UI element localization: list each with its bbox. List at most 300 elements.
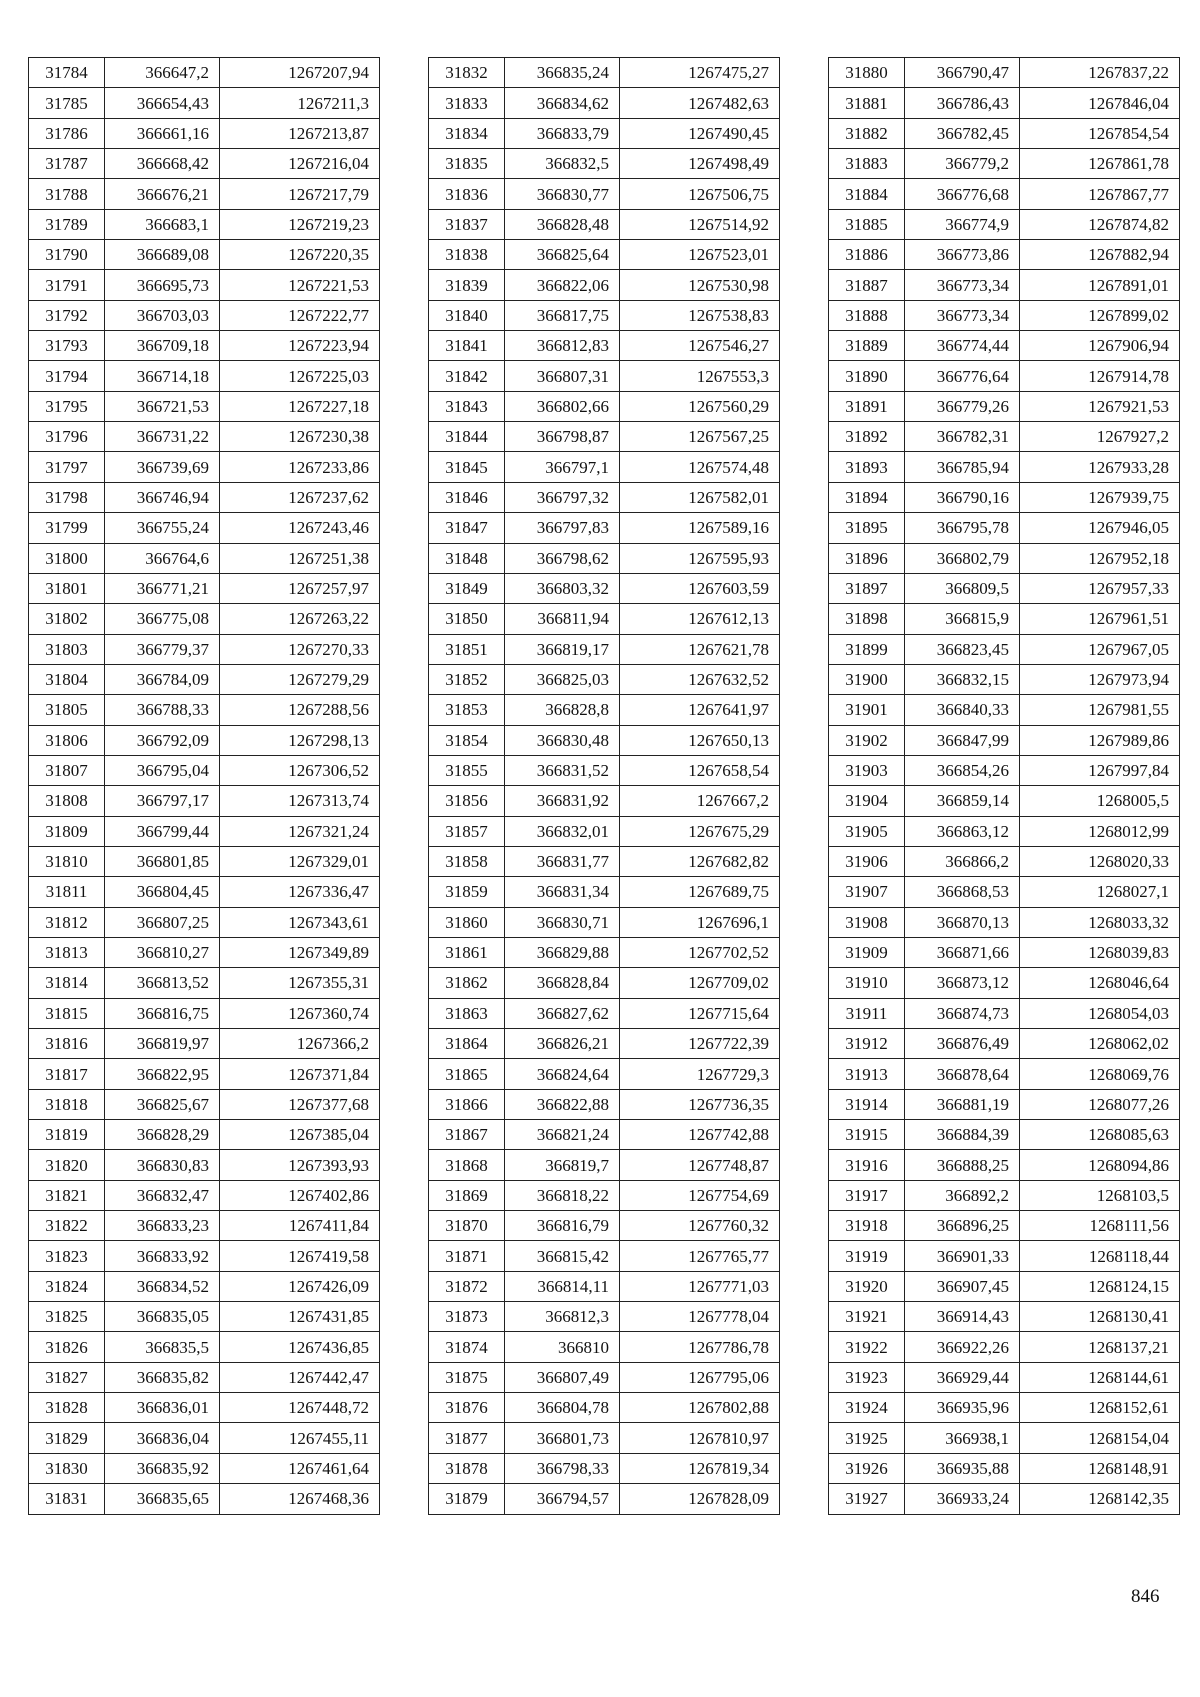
table-row [429, 209, 780, 239]
point-id-cell: 31829 [29, 1423, 105, 1453]
point-id-cell: 31819 [29, 1120, 105, 1150]
point-id-cell: 31800 [29, 543, 105, 573]
x-coordinate-cell: 366819,7 [505, 1150, 620, 1180]
table-row [29, 664, 380, 694]
x-coordinate-cell: 366797,83 [505, 513, 620, 543]
table-row [829, 1332, 1180, 1362]
x-coordinate-cell: 366831,34 [505, 877, 620, 907]
x-coordinate-cell: 366829,88 [505, 937, 620, 967]
y-coordinate-cell: 1267230,38 [220, 422, 380, 452]
x-coordinate-cell: 366830,77 [505, 179, 620, 209]
table-row [429, 755, 780, 785]
x-coordinate-cell: 366834,62 [505, 88, 620, 118]
table-row [829, 604, 1180, 634]
table-row [829, 968, 1180, 998]
table-row [29, 1029, 380, 1059]
x-coordinate-cell: 366874,73 [905, 998, 1020, 1028]
y-coordinate-cell: 1267482,63 [620, 88, 780, 118]
point-id-cell: 31912 [829, 1029, 905, 1059]
table-row [429, 270, 780, 300]
x-coordinate-cell: 366835,5 [105, 1332, 220, 1362]
y-coordinate-cell: 1268111,56 [1020, 1211, 1180, 1241]
point-id-cell: 31786 [29, 118, 105, 148]
y-coordinate-cell: 1267802,88 [620, 1393, 780, 1423]
table-row [29, 725, 380, 755]
y-coordinate-cell: 1268154,04 [1020, 1423, 1180, 1453]
y-coordinate-cell: 1267595,93 [620, 543, 780, 573]
y-coordinate-cell: 1267882,94 [1020, 240, 1180, 270]
y-coordinate-cell: 1267981,55 [1020, 695, 1180, 725]
y-coordinate-cell: 1267874,82 [1020, 209, 1180, 239]
x-coordinate-cell: 366831,77 [505, 846, 620, 876]
x-coordinate-cell: 366901,33 [905, 1241, 1020, 1271]
x-coordinate-cell: 366833,92 [105, 1241, 220, 1271]
x-coordinate-cell: 366771,21 [105, 573, 220, 603]
y-coordinate-cell: 1267589,16 [620, 513, 780, 543]
table-row [29, 118, 380, 148]
y-coordinate-cell: 1267431,85 [220, 1302, 380, 1332]
point-id-cell: 31908 [829, 907, 905, 937]
y-coordinate-cell: 1267321,24 [220, 816, 380, 846]
y-coordinate-cell: 1267765,77 [620, 1241, 780, 1271]
point-id-cell: 31862 [429, 968, 505, 998]
y-coordinate-cell: 1267837,22 [1020, 58, 1180, 88]
table-row [29, 695, 380, 725]
x-coordinate-cell: 366840,33 [905, 695, 1020, 725]
x-coordinate-cell: 366830,71 [505, 907, 620, 937]
x-coordinate-cell: 366810,27 [105, 937, 220, 967]
point-id-cell: 31844 [429, 422, 505, 452]
y-coordinate-cell: 1268085,63 [1020, 1120, 1180, 1150]
table-row [829, 664, 1180, 694]
y-coordinate-cell: 1267867,77 [1020, 179, 1180, 209]
point-id-cell: 31881 [829, 88, 905, 118]
point-id-cell: 31864 [429, 1029, 505, 1059]
point-id-cell: 31853 [429, 695, 505, 725]
table-row [829, 1089, 1180, 1119]
x-coordinate-cell: 366828,48 [505, 209, 620, 239]
y-coordinate-cell: 1267899,02 [1020, 300, 1180, 330]
table-row [29, 634, 380, 664]
point-id-cell: 31806 [29, 725, 105, 755]
table-row [829, 1302, 1180, 1332]
x-coordinate-cell: 366824,64 [505, 1059, 620, 1089]
x-coordinate-cell: 366807,25 [105, 907, 220, 937]
x-coordinate-cell: 366822,06 [505, 270, 620, 300]
table-row [429, 543, 780, 573]
y-coordinate-cell: 1267219,23 [220, 209, 380, 239]
x-coordinate-cell: 366797,17 [105, 786, 220, 816]
table-row [829, 877, 1180, 907]
point-id-cell: 31840 [429, 300, 505, 330]
table-row [829, 1150, 1180, 1180]
point-id-cell: 31900 [829, 664, 905, 694]
x-coordinate-cell: 366812,83 [505, 331, 620, 361]
y-coordinate-cell: 1267270,33 [220, 634, 380, 664]
y-coordinate-cell: 1268005,5 [1020, 786, 1180, 816]
y-coordinate-cell: 1267514,92 [620, 209, 780, 239]
table-row [29, 1423, 380, 1453]
point-id-cell: 31877 [429, 1423, 505, 1453]
point-id-cell: 31827 [29, 1362, 105, 1392]
x-coordinate-cell: 366825,03 [505, 664, 620, 694]
table-row [429, 1271, 780, 1301]
y-coordinate-cell: 1267251,38 [220, 543, 380, 573]
y-coordinate-cell: 1267667,2 [620, 786, 780, 816]
table-row [829, 331, 1180, 361]
y-coordinate-cell: 1267530,98 [620, 270, 780, 300]
table-row [29, 361, 380, 391]
point-id-cell: 31794 [29, 361, 105, 391]
point-id-cell: 31893 [829, 452, 905, 482]
y-coordinate-cell: 1268142,35 [1020, 1484, 1180, 1514]
point-id-cell: 31787 [29, 149, 105, 179]
x-coordinate-cell: 366828,29 [105, 1120, 220, 1150]
x-coordinate-cell: 366782,45 [905, 118, 1020, 148]
y-coordinate-cell: 1267760,32 [620, 1211, 780, 1241]
point-id-cell: 31790 [29, 240, 105, 270]
point-id-cell: 31843 [429, 391, 505, 421]
point-id-cell: 31848 [429, 543, 505, 573]
point-id-cell: 31849 [429, 573, 505, 603]
x-coordinate-cell: 366797,32 [505, 482, 620, 512]
y-coordinate-cell: 1267377,68 [220, 1089, 380, 1119]
x-coordinate-cell: 366938,1 [905, 1423, 1020, 1453]
x-coordinate-cell: 366695,73 [105, 270, 220, 300]
point-id-cell: 31880 [829, 58, 905, 88]
y-coordinate-cell: 1267939,75 [1020, 482, 1180, 512]
y-coordinate-cell: 1267891,01 [1020, 270, 1180, 300]
y-coordinate-cell: 1267603,59 [620, 573, 780, 603]
table-row [829, 543, 1180, 573]
point-id-cell: 31897 [829, 573, 905, 603]
x-coordinate-cell: 366866,2 [905, 846, 1020, 876]
x-coordinate-cell: 366810 [505, 1332, 620, 1362]
point-id-cell: 31878 [429, 1453, 505, 1483]
x-coordinate-cell: 366797,1 [505, 452, 620, 482]
x-coordinate-cell: 366755,24 [105, 513, 220, 543]
table-row [429, 1059, 780, 1089]
x-coordinate-cell: 366779,37 [105, 634, 220, 664]
y-coordinate-cell: 1267233,86 [220, 452, 380, 482]
point-id-cell: 31846 [429, 482, 505, 512]
x-coordinate-cell: 366795,04 [105, 755, 220, 785]
x-coordinate-cell: 366774,9 [905, 209, 1020, 239]
y-coordinate-cell: 1267220,35 [220, 240, 380, 270]
point-id-cell: 31905 [829, 816, 905, 846]
x-coordinate-cell: 366819,97 [105, 1029, 220, 1059]
y-coordinate-cell: 1267490,45 [620, 118, 780, 148]
point-id-cell: 31907 [829, 877, 905, 907]
point-id-cell: 31835 [429, 149, 505, 179]
x-coordinate-cell: 366784,09 [105, 664, 220, 694]
x-coordinate-cell: 366933,24 [905, 1484, 1020, 1514]
y-coordinate-cell: 1267461,64 [220, 1453, 380, 1483]
point-id-cell: 31826 [29, 1332, 105, 1362]
table-row [29, 1241, 380, 1271]
point-id-cell: 31831 [29, 1484, 105, 1514]
x-coordinate-cell: 366774,44 [905, 331, 1020, 361]
y-coordinate-cell: 1267696,1 [620, 907, 780, 937]
table-row [429, 634, 780, 664]
table-row [829, 452, 1180, 482]
table-row [29, 1180, 380, 1210]
table-row [429, 179, 780, 209]
x-coordinate-cell: 366831,52 [505, 755, 620, 785]
x-coordinate-cell: 366881,19 [905, 1089, 1020, 1119]
y-coordinate-cell: 1267411,84 [220, 1211, 380, 1241]
table-row [829, 937, 1180, 967]
table-row [429, 513, 780, 543]
point-id-cell: 31909 [829, 937, 905, 967]
table-row [829, 240, 1180, 270]
point-id-cell: 31808 [29, 786, 105, 816]
point-id-cell: 31815 [29, 998, 105, 1028]
table-row [29, 1150, 380, 1180]
point-id-cell: 31861 [429, 937, 505, 967]
y-coordinate-cell: 1267854,54 [1020, 118, 1180, 148]
table-row [429, 937, 780, 967]
x-coordinate-cell: 366814,11 [505, 1271, 620, 1301]
y-coordinate-cell: 1268027,1 [1020, 877, 1180, 907]
y-coordinate-cell: 1268148,91 [1020, 1453, 1180, 1483]
coordinate-table-2 [428, 57, 780, 1515]
x-coordinate-cell: 366739,69 [105, 452, 220, 482]
table-row [429, 58, 780, 88]
x-coordinate-cell: 366689,08 [105, 240, 220, 270]
table-row [829, 270, 1180, 300]
table-row [429, 149, 780, 179]
y-coordinate-cell: 1267621,78 [620, 634, 780, 664]
y-coordinate-cell: 1267722,39 [620, 1029, 780, 1059]
table-row [429, 1180, 780, 1210]
table-row [829, 634, 1180, 664]
x-coordinate-cell: 366801,73 [505, 1423, 620, 1453]
x-coordinate-cell: 366835,92 [105, 1453, 220, 1483]
point-id-cell: 31866 [429, 1089, 505, 1119]
y-coordinate-cell: 1267216,04 [220, 149, 380, 179]
x-coordinate-cell: 366776,68 [905, 179, 1020, 209]
y-coordinate-cell: 1267402,86 [220, 1180, 380, 1210]
point-id-cell: 31891 [829, 391, 905, 421]
point-id-cell: 31828 [29, 1393, 105, 1423]
table-row [29, 1484, 380, 1514]
point-id-cell: 31927 [829, 1484, 905, 1514]
table-row [429, 998, 780, 1028]
x-coordinate-cell: 366785,94 [905, 452, 1020, 482]
y-coordinate-cell: 1267729,3 [620, 1059, 780, 1089]
x-coordinate-cell: 366834,52 [105, 1271, 220, 1301]
point-id-cell: 31839 [429, 270, 505, 300]
table-row [429, 877, 780, 907]
x-coordinate-cell: 366884,39 [905, 1120, 1020, 1150]
x-coordinate-cell: 366833,23 [105, 1211, 220, 1241]
point-id-cell: 31798 [29, 482, 105, 512]
table-row [29, 937, 380, 967]
y-coordinate-cell: 1268137,21 [1020, 1332, 1180, 1362]
point-id-cell: 31818 [29, 1089, 105, 1119]
y-coordinate-cell: 1268054,03 [1020, 998, 1180, 1028]
table-row [29, 300, 380, 330]
table-row [829, 88, 1180, 118]
table-row [29, 88, 380, 118]
x-coordinate-cell: 366799,44 [105, 816, 220, 846]
point-id-cell: 31858 [429, 846, 505, 876]
table-row [429, 1423, 780, 1453]
table-row [29, 270, 380, 300]
x-coordinate-cell: 366888,25 [905, 1150, 1020, 1180]
x-coordinate-cell: 366832,5 [505, 149, 620, 179]
x-coordinate-cell: 366823,45 [905, 634, 1020, 664]
point-id-cell: 31855 [429, 755, 505, 785]
point-id-cell: 31919 [829, 1241, 905, 1271]
y-coordinate-cell: 1267279,29 [220, 664, 380, 694]
point-id-cell: 31860 [429, 907, 505, 937]
table-row [29, 543, 380, 573]
table-row [429, 1302, 780, 1332]
point-id-cell: 31910 [829, 968, 905, 998]
point-id-cell: 31805 [29, 695, 105, 725]
table-row [29, 1332, 380, 1362]
point-id-cell: 31834 [429, 118, 505, 148]
point-id-cell: 31823 [29, 1241, 105, 1271]
y-coordinate-cell: 1267682,82 [620, 846, 780, 876]
point-id-cell: 31850 [429, 604, 505, 634]
x-coordinate-cell: 366779,26 [905, 391, 1020, 421]
y-coordinate-cell: 1267298,13 [220, 725, 380, 755]
x-coordinate-cell: 366802,66 [505, 391, 620, 421]
x-coordinate-cell: 366854,26 [905, 755, 1020, 785]
table-row [29, 1089, 380, 1119]
table-row [29, 816, 380, 846]
point-id-cell: 31859 [429, 877, 505, 907]
y-coordinate-cell: 1267957,33 [1020, 573, 1180, 603]
point-id-cell: 31901 [829, 695, 905, 725]
y-coordinate-cell: 1267786,78 [620, 1332, 780, 1362]
x-coordinate-cell: 366832,47 [105, 1180, 220, 1210]
point-id-cell: 31925 [829, 1423, 905, 1453]
table-row [29, 846, 380, 876]
x-coordinate-cell: 366821,24 [505, 1120, 620, 1150]
table-row [829, 846, 1180, 876]
point-id-cell: 31824 [29, 1271, 105, 1301]
table-row [429, 482, 780, 512]
table-row [829, 1362, 1180, 1392]
table-row [829, 482, 1180, 512]
y-coordinate-cell: 1268033,32 [1020, 907, 1180, 937]
table-row [29, 1120, 380, 1150]
y-coordinate-cell: 1267426,09 [220, 1271, 380, 1301]
x-coordinate-cell: 366935,96 [905, 1393, 1020, 1423]
x-coordinate-cell: 366876,49 [905, 1029, 1020, 1059]
y-coordinate-cell: 1267213,87 [220, 118, 380, 148]
point-id-cell: 31817 [29, 1059, 105, 1089]
table-row [29, 968, 380, 998]
y-coordinate-cell: 1267237,62 [220, 482, 380, 512]
table-row [29, 573, 380, 603]
y-coordinate-cell: 1267641,97 [620, 695, 780, 725]
table-row [29, 604, 380, 634]
y-coordinate-cell: 1267754,69 [620, 1180, 780, 1210]
table-row [429, 1241, 780, 1271]
table-row [829, 725, 1180, 755]
table-row [829, 755, 1180, 785]
y-coordinate-cell: 1267632,52 [620, 664, 780, 694]
x-coordinate-cell: 366804,78 [505, 1393, 620, 1423]
y-coordinate-cell: 1267498,49 [620, 149, 780, 179]
y-coordinate-cell: 1267257,97 [220, 573, 380, 603]
x-coordinate-cell: 366811,94 [505, 604, 620, 634]
point-id-cell: 31922 [829, 1332, 905, 1362]
point-id-cell: 31836 [429, 179, 505, 209]
point-id-cell: 31892 [829, 422, 905, 452]
table-row [429, 695, 780, 725]
y-coordinate-cell: 1267442,47 [220, 1362, 380, 1392]
y-coordinate-cell: 1267306,52 [220, 755, 380, 785]
x-coordinate-cell: 366731,22 [105, 422, 220, 452]
y-coordinate-cell: 1268103,5 [1020, 1180, 1180, 1210]
table-row [429, 664, 780, 694]
x-coordinate-cell: 366830,48 [505, 725, 620, 755]
point-id-cell: 31903 [829, 755, 905, 785]
point-id-cell: 31801 [29, 573, 105, 603]
x-coordinate-cell: 366647,2 [105, 58, 220, 88]
table-row [829, 513, 1180, 543]
x-coordinate-cell: 366807,49 [505, 1362, 620, 1392]
x-coordinate-cell: 366668,42 [105, 149, 220, 179]
y-coordinate-cell: 1267243,46 [220, 513, 380, 543]
y-coordinate-cell: 1267709,02 [620, 968, 780, 998]
table-row [29, 58, 380, 88]
point-id-cell: 31896 [829, 543, 905, 573]
y-coordinate-cell: 1267914,78 [1020, 361, 1180, 391]
table-row [29, 1453, 380, 1483]
point-id-cell: 31803 [29, 634, 105, 664]
point-id-cell: 31825 [29, 1302, 105, 1332]
point-id-cell: 31813 [29, 937, 105, 967]
point-id-cell: 31851 [429, 634, 505, 664]
x-coordinate-cell: 366892,2 [905, 1180, 1020, 1210]
y-coordinate-cell: 1268124,15 [1020, 1271, 1180, 1301]
x-coordinate-cell: 366782,31 [905, 422, 1020, 452]
point-id-cell: 31883 [829, 149, 905, 179]
table-row [829, 149, 1180, 179]
y-coordinate-cell: 1267567,25 [620, 422, 780, 452]
y-coordinate-cell: 1267810,97 [620, 1423, 780, 1453]
table-row [429, 1150, 780, 1180]
y-coordinate-cell: 1268062,02 [1020, 1029, 1180, 1059]
point-id-cell: 31920 [829, 1271, 905, 1301]
x-coordinate-cell: 366827,62 [505, 998, 620, 1028]
table-row [29, 331, 380, 361]
point-id-cell: 31886 [829, 240, 905, 270]
table-row [29, 907, 380, 937]
x-coordinate-cell: 366863,12 [905, 816, 1020, 846]
point-id-cell: 31792 [29, 300, 105, 330]
table-row [429, 786, 780, 816]
x-coordinate-cell: 366714,18 [105, 361, 220, 391]
table-row [429, 816, 780, 846]
y-coordinate-cell: 1267448,72 [220, 1393, 380, 1423]
y-coordinate-cell: 1267560,29 [620, 391, 780, 421]
table-row [429, 968, 780, 998]
y-coordinate-cell: 1267702,52 [620, 937, 780, 967]
x-coordinate-cell: 366779,2 [905, 149, 1020, 179]
table-row [29, 755, 380, 785]
y-coordinate-cell: 1267861,78 [1020, 149, 1180, 179]
y-coordinate-cell: 1267329,01 [220, 846, 380, 876]
y-coordinate-cell: 1268020,33 [1020, 846, 1180, 876]
